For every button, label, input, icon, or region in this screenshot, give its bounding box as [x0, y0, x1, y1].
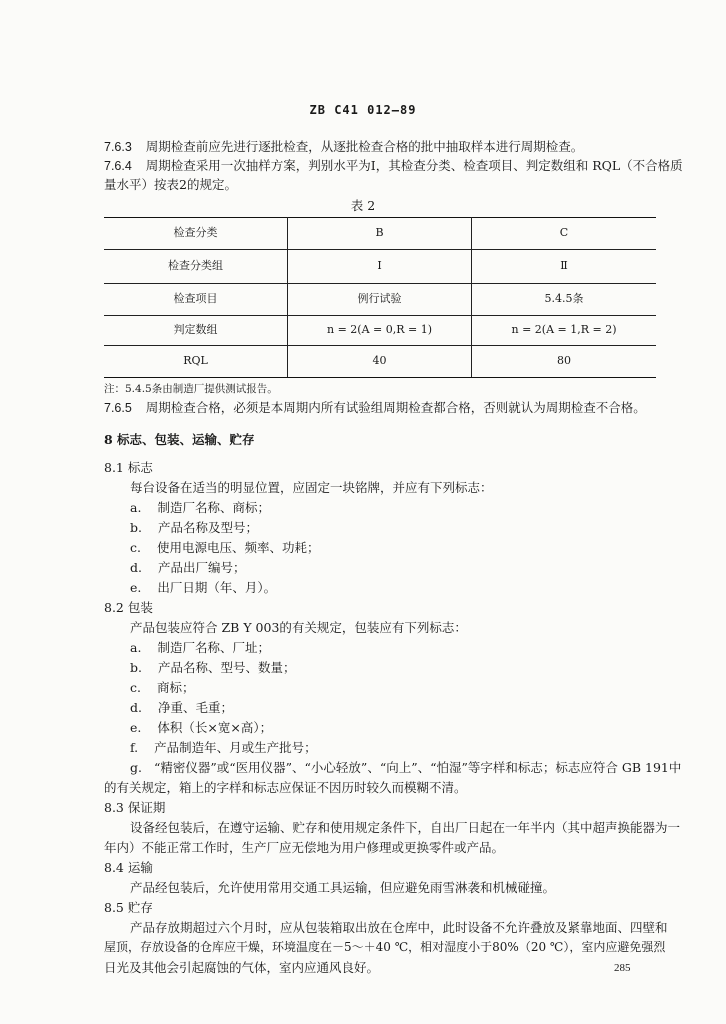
list-item — [130, 638, 270, 657]
list-item — [130, 578, 276, 597]
subsection-8-3-heading: 8.3 保证期 — [104, 800, 166, 815]
clause-7-6-3 — [104, 137, 583, 157]
subsection-8-1-heading: 8.1 标志 — [104, 460, 153, 475]
subsection-8-2-intro: 产品包装应符合 ZB Y 003的有关规定，包装应有下列标志： — [130, 620, 467, 635]
clause-number: 7.6.5 — [104, 401, 132, 415]
list-text: 出厂日期（年、月）。 — [157, 580, 277, 595]
subsection-8-5-text: 产品存放期超过六个月时，应从包装箱取出放在仓库中，此时设备不允许叠放及紧靠地面、四壁和 — [130, 920, 668, 935]
subsection-8-3-text: 设备经包装后，在遵守运输、贮存和使用规定条件下，自出厂日起在一年半内（其中超声换能器为一 — [130, 820, 681, 835]
table-cell: 5.4.5条 — [544, 292, 584, 305]
clause-text: 周期检查前应先进行逐批检查，从逐批检查合格的批中抽取样本进行周期检查。 — [145, 139, 584, 154]
table-rule — [104, 249, 656, 250]
table-rule — [104, 315, 656, 316]
standard-header: ZB C41 012—89 — [309, 103, 417, 117]
table-rule — [104, 377, 656, 378]
clause-number: 7.6.4 — [104, 159, 132, 173]
list-item — [130, 738, 317, 757]
table-cell: 40 — [372, 354, 387, 367]
list-text: 产品名称、型号、数量； — [157, 660, 296, 675]
list-item-g-continued: 的有关规定，箱上的字样和标志应保证不因历时较久而模糊不清。 — [104, 780, 467, 795]
list-text: 商标； — [156, 680, 195, 695]
list-item — [130, 718, 272, 737]
clause-number: 7.6.3 — [104, 140, 132, 154]
list-marker: a. — [130, 640, 142, 655]
list-item-g — [130, 758, 681, 777]
list-marker: c. — [130, 680, 141, 695]
subsection-8-5-text-end: 日光及其他会引起腐蚀的气体，室内应通风良好。 — [104, 960, 380, 975]
list-marker: e. — [130, 580, 142, 595]
table-note: 注：5.4.5条由制造厂提供测试报告。 — [104, 383, 278, 395]
list-text: 净重、毛重； — [157, 700, 233, 715]
table-cell: 例行试验 — [357, 292, 402, 305]
table-cell: B — [375, 226, 384, 239]
list-marker: d. — [130, 700, 142, 715]
subsection-8-4-heading: 8.4 运输 — [104, 860, 153, 875]
table-cell-label: 检查分类 — [173, 226, 218, 239]
list-text: 体积（长×宽×高）； — [157, 720, 273, 735]
table-cell-label: 检查项目 — [173, 292, 218, 305]
subsection-8-3-text-continued: 年内）不能正常工作时，生产厂应无偿地为用户修理或更换零件或产品。 — [104, 840, 505, 855]
table-cell-label: 判定数组 — [173, 323, 218, 336]
list-item — [130, 558, 246, 577]
list-text: “精密仪器”或“医用仪器”、“小心轻放”、“向上”、“怕湿”等字样和标志；标志应符合 GB 191中 — [153, 760, 682, 775]
list-item — [130, 498, 270, 517]
list-text: 产品制造年、月或生产批号； — [154, 740, 317, 755]
list-marker: g. — [130, 760, 142, 775]
subsection-8-2-heading: 8.2 包装 — [104, 600, 153, 615]
list-marker: f. — [130, 740, 139, 755]
list-item — [130, 678, 195, 697]
list-item — [130, 698, 233, 717]
clause-7-6-4 — [104, 156, 683, 176]
list-marker: b. — [130, 660, 142, 675]
list-text: 制造厂名称、厂址； — [157, 640, 270, 655]
list-item — [130, 538, 320, 557]
table-rule — [104, 217, 656, 218]
table-cell: n = 2(A = 1,R = 2) — [511, 323, 617, 336]
section-8-heading: 8 标志、包装、运输、贮存 — [104, 432, 255, 447]
list-item — [130, 518, 258, 537]
list-text: 产品出厂编号； — [157, 560, 246, 575]
subsection-8-1-intro: 每台设备在适当的明显位置，应固定一块铭牌，并应有下列标志： — [130, 480, 493, 495]
list-marker: b. — [130, 520, 142, 535]
table-cell-label: 检查分类组 — [168, 259, 223, 272]
table-cell: Ⅰ — [377, 259, 382, 272]
list-text: 制造厂名称、商标； — [157, 500, 270, 515]
list-marker: c. — [130, 540, 141, 555]
subsection-8-5-text-continued: 屋顶，存放设备的仓库应干燥，环境温度在－5～＋40 ℃，相对湿度小于80%（20 ℃），室内应避免强烈 — [104, 940, 666, 954]
table-rule — [104, 283, 656, 284]
table-cell: 80 — [557, 354, 571, 367]
list-marker: a. — [130, 500, 142, 515]
clause-text: 周期检查采用一次抽样方案，判别水平为Ⅰ，其检查分类、检查项目、判定数组和 RQL（不合格质 — [145, 158, 683, 173]
list-item — [130, 658, 296, 677]
table-cell-label: RQL — [183, 354, 208, 367]
list-text: 产品名称及型号； — [157, 520, 258, 535]
list-marker: d. — [130, 560, 142, 575]
clause-text: 周期检查合格，必须是本周期内所有试验组周期检查都合格，否则就认为周期检查不合格。 — [145, 400, 646, 415]
subsection-8-5-heading: 8.5 贮存 — [104, 900, 153, 915]
table-cell: C — [559, 226, 569, 239]
subsection-8-4-text: 产品经包装后，允许使用常用交通工具运输，但应避免雨雪淋袭和机械碰撞。 — [130, 880, 556, 895]
table-cell: Ⅱ — [560, 259, 568, 272]
page-number: 285 — [614, 962, 631, 974]
table-title: 表 2 — [350, 198, 376, 213]
table-cell: n = 2(A = 0,R = 1) — [326, 323, 432, 336]
table-rule — [104, 345, 656, 346]
clause-7-6-4-continued: 量水平）按表2的规定。 — [104, 177, 237, 192]
list-text: 使用电源电压、频率、功耗； — [156, 540, 320, 555]
clause-7-6-5 — [104, 398, 646, 418]
list-marker: e. — [130, 720, 142, 735]
